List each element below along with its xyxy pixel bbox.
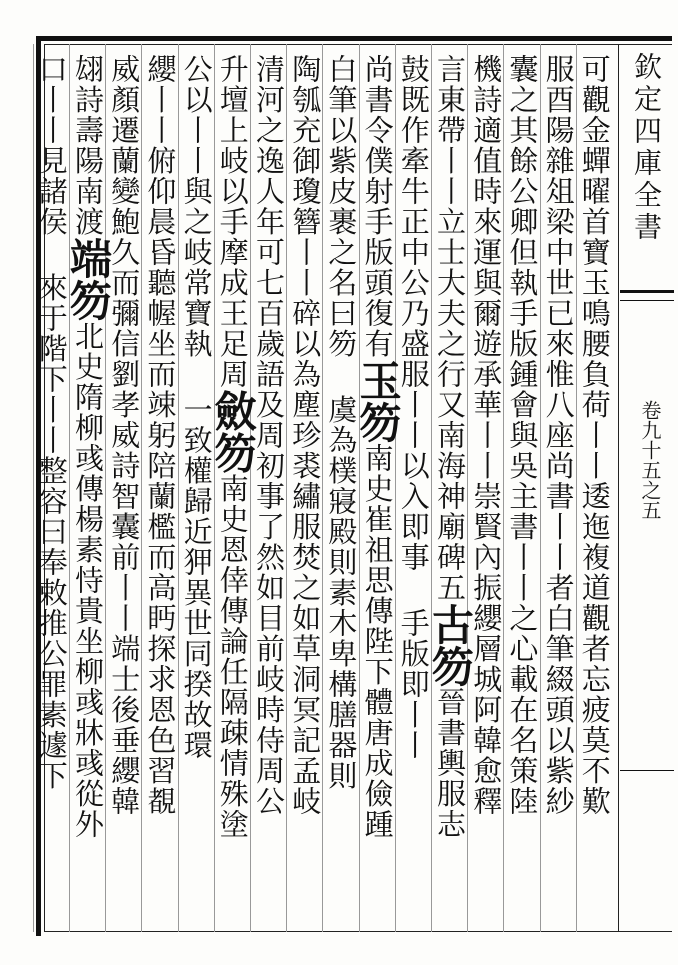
text-run: 白筆以紫皮裹之名曰笏 [324,54,359,359]
margin-rule [620,770,674,771]
text-run: 來于階下丨丨整容曰奉敕推公罪素遽下 [34,272,69,791]
entry-heading: 古笏 [426,603,475,687]
entry-heading: 玉笏 [353,359,403,443]
entry-heading: 斂笏 [208,389,258,474]
text-run: 虞為樸寢殿則素木卑構膳器則 [324,394,359,791]
text-run: 可觀金蟬曜首寶玉鳴腰負荷丨丨逶迤複道觀者忘疲莫不歎 [577,54,612,817]
text-column [33,54,71,924]
text-column [286,54,324,924]
entry-heading: 端笏 [64,237,113,321]
text-column [576,54,614,924]
text-column [322,54,360,924]
text-column [503,54,541,924]
text-column [178,54,216,924]
text-run: 尚書令僕射手版頭復有 [360,54,395,359]
text-run: 囊之其餘公卿但執手版鍾會與吳主書丨丨之心載在名策陸 [505,54,540,817]
text-run [324,359,358,395]
text-column [467,54,505,924]
text-run [180,359,214,395]
text-run: 一致權歸近狎異世同揆故環 [179,394,214,761]
text-run: 南史恩倖傳論任隔疎情殊塗 [215,473,250,840]
text-run: 口丨丨見諸侯 [34,54,69,237]
text-column [540,54,578,924]
text-run: 手版即丨丨 [396,608,431,761]
book-title: 欽定四庫全書 [630,52,663,244]
text-run: 翃詩壽陽南渡 [71,54,105,237]
text-run: 服酉陽雜俎梁中世已來惟八座尚書丨丨者白筆綴頭以紫紗 [541,54,576,817]
text-column [353,54,403,924]
margin-rule [620,290,674,293]
text-column [64,54,113,924]
text-run: 纓丨丨俯仰晨昏聽幄坐而竦躬陪蘭檻而高眄探求恩色習覩 [143,54,178,817]
text-run: 北史隋柳彧傳楊素恃貴坐柳彧牀彧從外 [71,321,105,840]
text-column [208,54,258,924]
text-column [395,54,433,924]
text-run: 言東帶丨丨立士大夫之行又南海神廟碑五 [433,54,467,603]
text-run: 晉書輿服志 [433,687,467,840]
text-run [35,237,69,273]
text-run: 機詩適值時來運與爾遊承華丨丨崇賢內振纓層城阿韓愈釋 [469,54,504,817]
text-column [426,54,475,924]
text-run: 南史崔祖思傳陛下體唐成儉踵 [360,443,395,840]
text-run: 陶瓠充御瓊簪丨丨碎以為塵珍裘繡服焚之如草洞冥記孟岐 [288,54,323,817]
margin-rule [620,300,674,301]
text-run: 公以丨丨與之岐常寶執 [179,54,214,359]
text-run: 升壇上岐以手摩成王足周 [215,54,250,390]
column-rule [33,44,34,932]
text-run [397,573,431,609]
volume-label: 卷九十五之五 [638,400,662,520]
text-column [105,54,143,924]
text-column [250,54,288,924]
text-run: 威顏遷蘭變鮑久而彌信劉孝威詩智囊前丨丨端士後垂纓韓 [107,54,142,817]
text-run: 清河之逸人年可七百歲語及周初事了然如目前岐時侍周公 [252,54,286,817]
text-run: 鼓既作牽牛正中公乃盛服丨丨以入即事 [396,54,431,573]
text-column [141,54,179,924]
